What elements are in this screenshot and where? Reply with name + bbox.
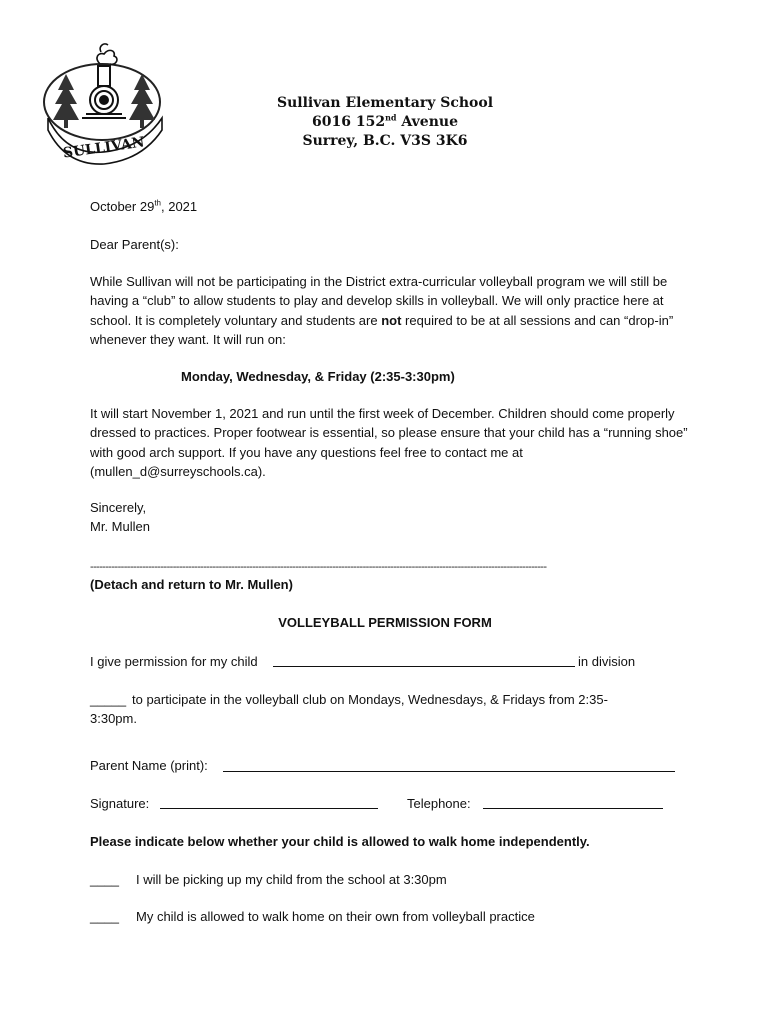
schedule-line: Monday, Wednesday, & Friday (2:35-3:30pm) xyxy=(181,369,455,384)
permission-label: I give permission for my child xyxy=(90,654,258,669)
walk-check-field[interactable]: ____ xyxy=(90,909,119,924)
paragraph-details: It will start November 1, 2021 and run until the first week of December. Children should come properly dressed to practices. Proper footwear is essential, so please ensure that your child has a “running shoe” with good arch support. If you have any questions feel free to contact me at (mullen_d@surreyschools.ca). xyxy=(90,406,688,479)
division-field[interactable]: _____ xyxy=(90,692,127,707)
child-name-field[interactable] xyxy=(273,666,575,667)
telephone-label: Telephone: xyxy=(407,796,471,811)
letter-date: October 29th, 2021 xyxy=(90,198,198,214)
parent-name-label: Parent Name (print): xyxy=(90,758,208,773)
participate-end: 3:30pm. xyxy=(90,711,137,726)
walk-instruction: Please indicate below whether your child is allowed to walk home independently. xyxy=(90,834,590,849)
signature-field[interactable] xyxy=(160,808,378,809)
school-street-address: 6016 152nd Avenue xyxy=(312,112,458,130)
pickup-option-label: I will be picking up my child from the school at 3:30pm xyxy=(136,872,447,887)
pickup-check-field[interactable]: ____ xyxy=(90,872,119,887)
signature-label: Signature: xyxy=(90,796,150,811)
form-title: VOLLEYBALL PERMISSION FORM xyxy=(278,615,492,630)
signature-name: Mr. Mullen xyxy=(90,519,150,534)
detach-separator: ----------------------------------------------------------------------------------------------------------------------------------------------------- xyxy=(90,561,547,573)
closing: Sincerely, xyxy=(90,500,147,515)
school-name: Sullivan Elementary School xyxy=(276,95,494,111)
school-city: Surrey, B.C. V3S 3K6 xyxy=(302,133,468,149)
parent-name-field[interactable] xyxy=(223,771,675,772)
paragraph-intro: While Sullivan will not be participating in the District extra-curricular volleyball program we will still be having a “club” to allow students to play and develop skills in volleyball. We will only practice here at school. It is completely voluntary and students are not required to be at all sessions and can “drop-in” whenever they want. It will run on: xyxy=(90,274,674,347)
walk-option-label: My child is allowed to walk home on their own from volleyball practice xyxy=(136,909,535,924)
participate-text: to participate in the volleyball club on Mondays, Wednesdays, & Fridays from 2:35- xyxy=(132,692,608,707)
division-label: in division xyxy=(578,654,636,669)
svg-text:SULLIVAN: SULLIVAN xyxy=(62,134,146,162)
greeting: Dear Parent(s): xyxy=(90,237,179,252)
telephone-field[interactable] xyxy=(483,808,663,809)
detach-note: (Detach and return to Mr. Mullen) xyxy=(90,577,293,592)
